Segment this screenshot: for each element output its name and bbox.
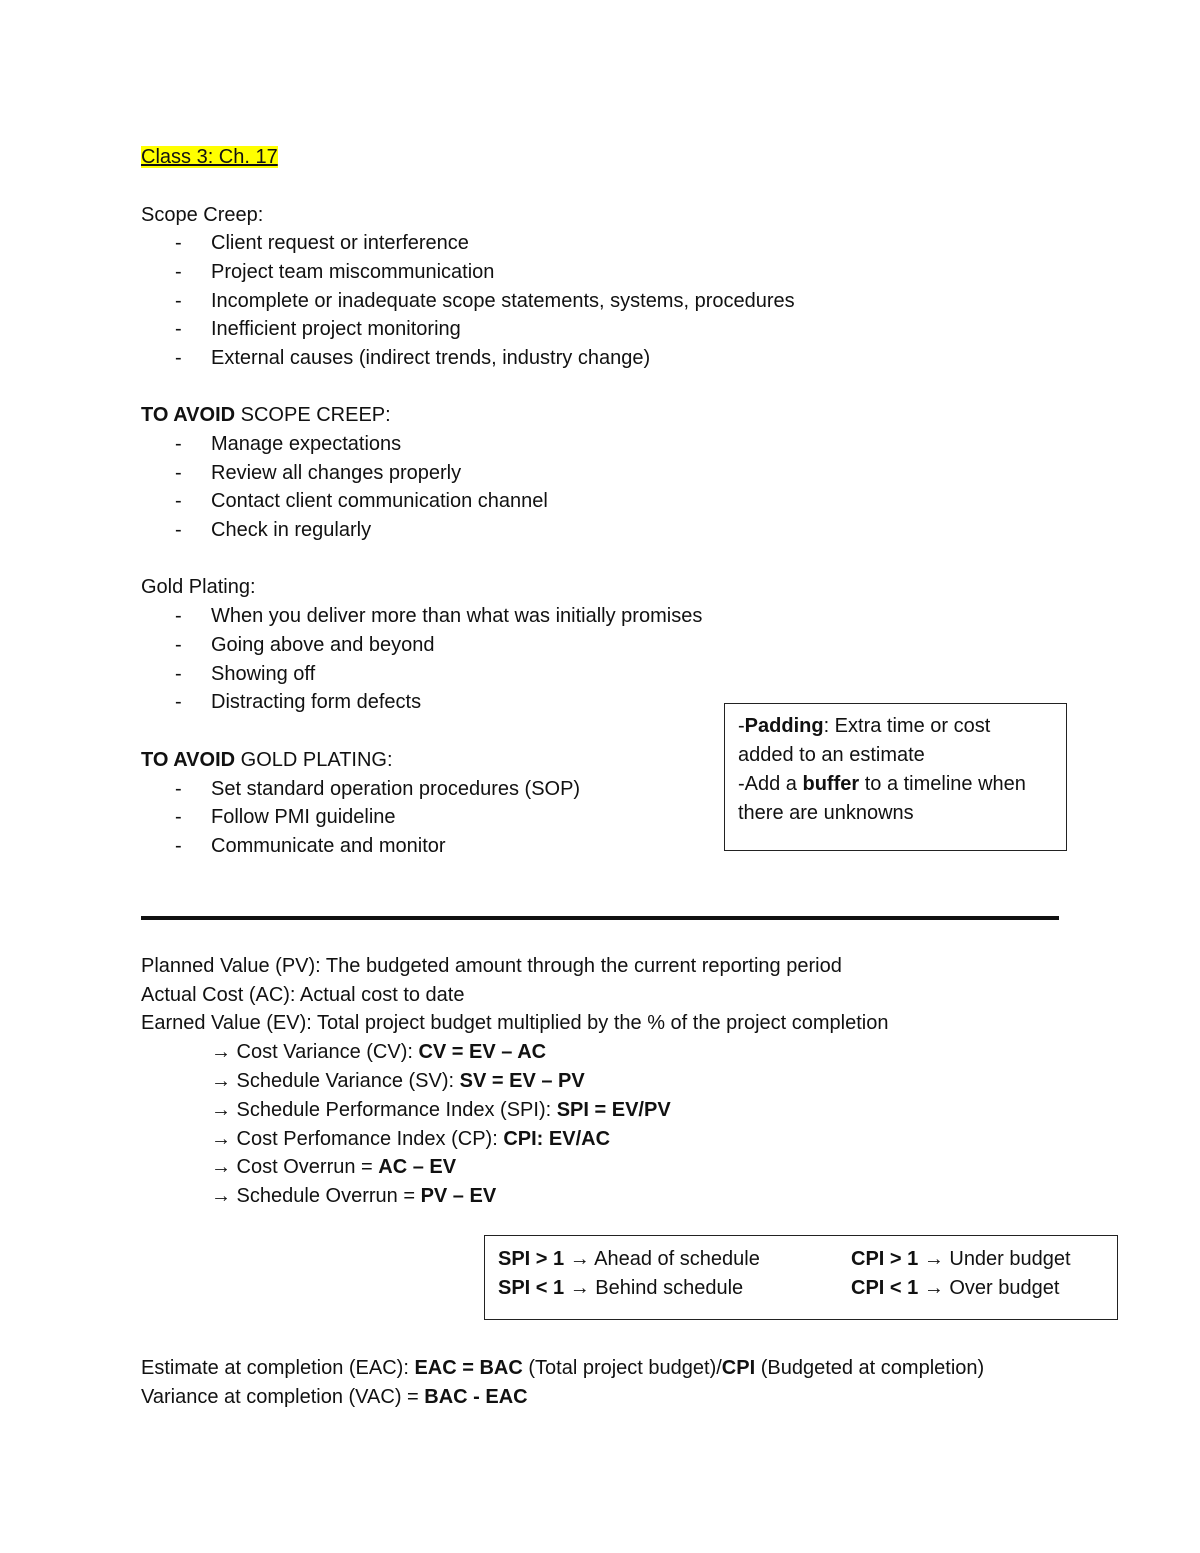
- buffer-line: -Add a buffer to a timeline when: [738, 773, 1026, 795]
- arrow-icon: →: [211, 1128, 231, 1150]
- arrow-icon: →: [211, 1041, 231, 1063]
- arrow-icon: →: [211, 1156, 231, 1178]
- cpi-less-line: CPI < 1 → Over budget: [851, 1277, 1060, 1299]
- spi-greater-line: SPI > 1 → Ahead of schedule: [498, 1248, 760, 1270]
- planned-value-definition: Planned Value (PV): The budgeted amount through the current reporting period: [141, 955, 842, 977]
- index-interpretation-box: [484, 1235, 1118, 1320]
- arrow-icon: →: [211, 1099, 231, 1121]
- formula-cpi: → Cost Perfomance Index (CP): CPI: EV/AC: [211, 1128, 611, 1150]
- avoid-scope-creep-heading: TO AVOID SCOPE CREEP:: [141, 404, 391, 426]
- actual-cost-definition: Actual Cost (AC): Actual cost to date: [141, 984, 465, 1006]
- formula-schedule-variance: → Schedule Variance (SV): SV = EV – PV: [211, 1070, 585, 1092]
- arrow-icon: →: [211, 1070, 231, 1092]
- earned-value-definition: Earned Value (EV): Total project budget multiplied by the % of the project completion: [141, 1012, 889, 1034]
- formula-cost-variance: → Cost Variance (CV): CV = EV – AC: [211, 1041, 547, 1063]
- formula-spi: → Schedule Performance Index (SPI): SPI = EV/PV: [211, 1099, 671, 1121]
- page-title: Class 3: Ch. 17: [141, 146, 278, 168]
- padding-line: added to an estimate: [738, 744, 925, 766]
- buffer-line: there are unknowns: [738, 802, 914, 824]
- padding-note-box: [724, 703, 1067, 851]
- padding-line: -Padding: Extra time or cost: [738, 715, 991, 737]
- arrow-icon: →: [569, 1277, 590, 1299]
- section-divider: [141, 916, 1059, 920]
- spi-less-line: SPI < 1 → Behind schedule: [498, 1277, 744, 1299]
- scope-creep-heading: Scope Creep:: [141, 204, 264, 226]
- vac-definition: Variance at completion (VAC) = BAC - EAC: [141, 1386, 528, 1408]
- formula-schedule-overrun: → Schedule Overrun = PV – EV: [211, 1185, 497, 1207]
- arrow-icon: →: [569, 1248, 590, 1270]
- avoid-gold-plating-heading: TO AVOID GOLD PLATING:: [141, 749, 393, 771]
- arrow-icon: →: [923, 1277, 944, 1299]
- gold-plating-heading: Gold Plating:: [141, 576, 256, 598]
- formula-cost-overrun: → Cost Overrun = AC – EV: [211, 1156, 457, 1178]
- eac-definition: Estimate at completion (EAC): EAC = BAC (Total project budget)/CPI (Budgeted at completion): [141, 1357, 985, 1379]
- arrow-icon: →: [211, 1185, 231, 1207]
- arrow-icon: →: [923, 1248, 944, 1270]
- document-page: Class 3: Ch. 17 Scope Creep: - Client request or interference - Project team miscommunication - Incomplete or inadequate scope statements, systems, procedures - Inefficient project monitoring - External causes (indirect trends, industry change) TO AVOID SCOPE CREEP: - Manage expectations - Review all changes properly - Contact client communication channel - Check in regularly Gold Plating: - When you deliver more than what was initially promises - Going above and beyond - Showing off - Distracting form defects TO AVOID GOLD PLATING: - Set standard operation procedures (SOP) - Follow PMI guideline - Communicate and monitor -Padding: Extra time or cost added to an estimate -Add a buffer to a timeline when there are unknowns Planned Value (PV): The budgeted amount through the current reporting period Actual Cost (AC): Actual cost to date Earned Value (EV): Total project budget multiplied by the % of the project completion → Cost Variance (CV): CV = EV – AC → Schedule Variance (SV): SV = EV – PV → Schedule Performance Index (SPI): SPI = EV/PV → Cost Perfomance Index (CP): CPI: EV/AC → Cost Overrun = AC – EV → Schedule Overrun = PV – EV SPI > 1 → Ahead of schedule SPI < 1 → Behind schedule CPI > 1 → Under budget CPI < 1 → Over budget Estimate at completion (EAC): EAC = BAC (Total project budget)/CPI (Budgeted at completion) Variance at completion (VAC) = BAC - EAC: [0, 0, 1200, 1553]
- cpi-greater-line: CPI > 1 → Under budget: [851, 1248, 1071, 1270]
